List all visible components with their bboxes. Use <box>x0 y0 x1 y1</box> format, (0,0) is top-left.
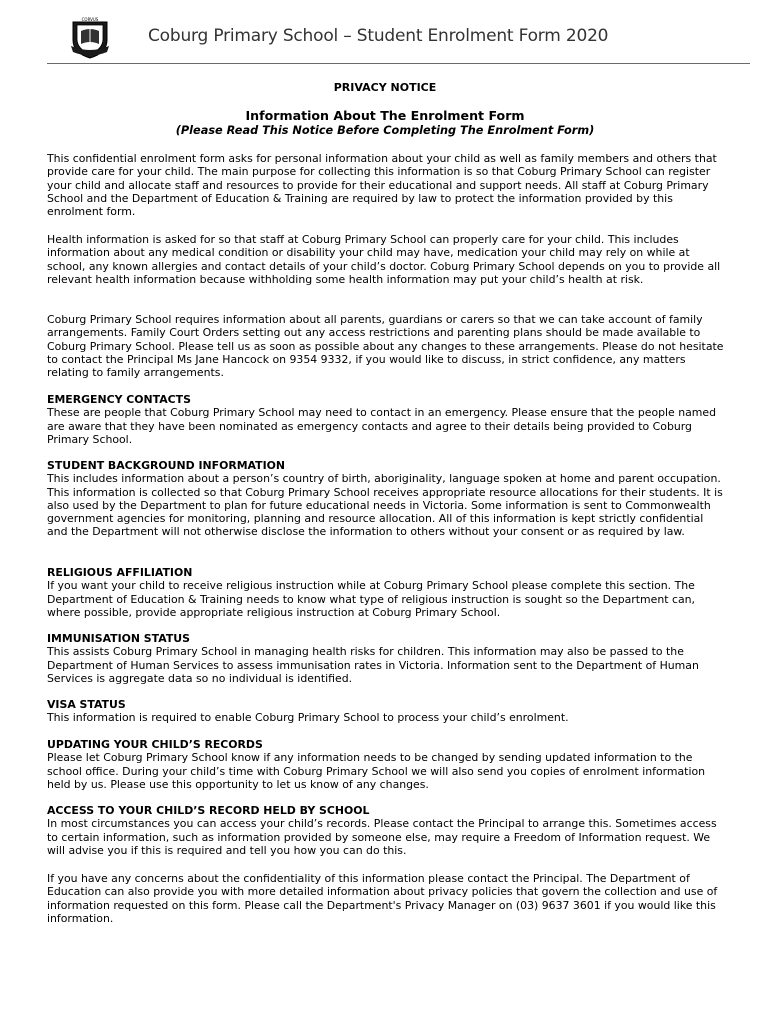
section-heading: VISA STATUS <box>47 698 126 711</box>
section-heading: IMMUNISATION STATUS <box>47 632 190 645</box>
religious-affiliation-section <box>47 566 727 619</box>
document-title: Coburg Primary School – Student Enrolment Form 2020 <box>148 26 609 46</box>
section-text: In most circumstances you can access your child’s records. Please contact the Principal to arrange this. Sometimes access to certain information, such as information provided by someone else, may require a Freedom of Information request. We will advise you if this is required and tell you how you can do this. <box>47 817 717 857</box>
section-text: Please let Coburg Primary School know if any information needs to be changed by sending updated information to the school office. During your child’s time with Coburg Primary School we will also send you copies of enrolment information held by us. Please use this opportunity to let us know of any changes. <box>47 751 706 791</box>
school-crest-logo <box>67 16 113 60</box>
visa-status-section <box>47 698 727 725</box>
section-text: If you want your child to receive religious instruction while at Coburg Primary School please complete this section. The Department of Education & Training needs to know what type of religious instruction is sought so the Department can, where possible, provide appropriate religious instruction at Coburg Primary School. <box>47 579 696 619</box>
record-access-section <box>47 804 727 857</box>
section-text: This includes information about a person’s country of birth, aboriginality, language spoken at home and parent occupation. This information is collected so that Coburg Primary School receives appropriate resource allocations for their students. It is also used by the Department to plan for future educational needs in Victoria. Some information is sent to Commonwealth government agencies for monitoring, planning and resource allocation. All of this information is kept strictly confidential and the Department will not otherwise disclose the information to others without your consent or as required by law. <box>47 472 723 539</box>
enrolment-form-subtitle: Information About The Enrolment Form <box>245 108 525 123</box>
section-heading: ACCESS TO YOUR CHILD’S RECORD HELD BY SCHOOL <box>47 804 370 817</box>
privacy-concerns-paragraph: If you have any concerns about the confidentiality of this information please contact the Principal. The Department of Education can also provide you with more detailed information about privacy policies that govern the collection and use of information requested on this form. Please call the Department's Privacy Manager on (03) 9637 3601 if you would like this information. <box>47 872 718 925</box>
section-heading: EMERGENCY CONTACTS <box>47 393 191 406</box>
section-text: This information is required to enable Coburg Primary School to process your child’s enrolment. <box>47 711 569 725</box>
privacy-notice-heading: PRIVACY NOTICE <box>333 81 437 94</box>
section-heading: STUDENT BACKGROUND INFORMATION <box>47 459 285 472</box>
section-text: This assists Coburg Primary School in managing health risks for children. This information may also be passed to the Department of Human Services to assess immunisation rates in Victoria. Information sent to the Department of Human Services is aggregate data so no individual is identified. <box>47 645 699 685</box>
emergency-contacts-section <box>47 393 727 446</box>
svg-text:CORVUS: CORVUS <box>81 17 99 22</box>
section-text: These are people that Coburg Primary School may need to contact in an emergency. Please ensure that the people named are aware that they have been nominated as emergency contacts and agree to their details being provided to Coburg Primary School. <box>47 406 717 446</box>
family-arrangements-paragraph: Coburg Primary School requires information about all parents, guardians or carers so that we can take account of family arrangements. Family Court Orders setting out any access restrictions and parenting plans should be made available to Coburg Primary School. Please tell us as soon as possible about any changes to these arrangements. Please do not hesitate to contact the Principal Ms Jane Hancock on 9354 9332, if you would like to discuss, in strict confidence, any matters relating to family arrangements. <box>47 313 724 380</box>
student-background-section <box>47 459 727 539</box>
updating-records-section <box>47 738 727 791</box>
health-paragraph: Health information is asked for so that staff at Coburg Primary School can properly care for your child. This includes information about any medical condition or disability your child may have, medication your child may rely on while at school, any known allergies and contact details of your child’s doctor. Coburg Primary School depends on you to provide all relevant health information because withholding some health information may put your child’s health at risk. <box>47 233 721 286</box>
page-header <box>47 14 750 64</box>
intro-paragraph: This confidential enrolment form asks for personal information about your child as well as family members and others that provide care for your child. The main purpose for collecting this information is so that Coburg Primary School can register your child and allocate staff and resources to provide for their educational and support needs. All staff at Coburg Primary School and the Department of Education & Training are required by law to protect the information provided by this enrolment form. <box>47 152 717 219</box>
read-notice-instruction: (Please Read This Notice Before Completing The Enrolment Form) <box>175 124 595 137</box>
section-heading: RELIGIOUS AFFILIATION <box>47 566 193 579</box>
section-heading: UPDATING YOUR CHILD’S RECORDS <box>47 738 263 751</box>
immunisation-status-section <box>47 632 727 685</box>
